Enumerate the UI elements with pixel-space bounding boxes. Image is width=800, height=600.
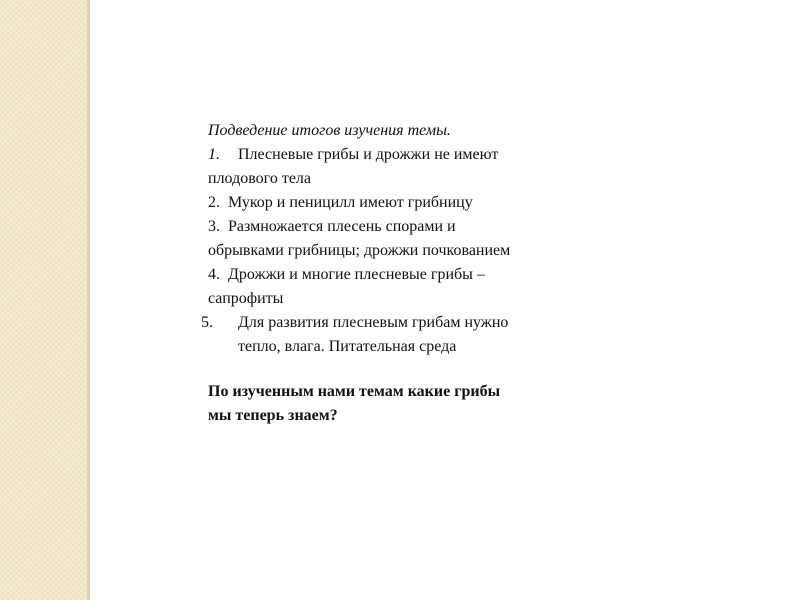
- list-item-1: [208, 143, 598, 167]
- list-item-3-line-1: Размножается плесень спорами и: [228, 218, 456, 235]
- closing-question: [208, 380, 598, 428]
- list-item-1-line-1: Плесневые грибы и дрожжи не имеют: [238, 146, 499, 163]
- list-item-5: [201, 311, 598, 359]
- list-item-4-line-1: Дрожжи и многие плесневые грибы –: [228, 266, 485, 283]
- list-item-3-line-2: обрывками грибницы; дрожжи почкованием: [208, 242, 511, 259]
- list-item-5-line-1: Для развития плесневым грибам нужно: [238, 314, 509, 331]
- list-item-1-line-2: плодового тела: [208, 170, 312, 187]
- list-item-1-number: 1.: [208, 146, 220, 163]
- closing-question-line-1: По изученным нами темам какие грибы: [208, 383, 501, 400]
- list-item-2-line-1: Мукор и пеницилл имеют грибницу: [228, 194, 473, 211]
- list-item-4-number: 4.: [208, 266, 220, 283]
- list-item-3-number: 3.: [208, 218, 220, 235]
- summary-text-block: [201, 119, 598, 428]
- summary-title: Подведение итогов изучения темы.: [208, 122, 451, 139]
- list-item-4-line-2: сапрофиты: [208, 290, 284, 307]
- spacer: [208, 359, 598, 380]
- list-item-5-number: 5.: [201, 314, 213, 331]
- decorative-side-band: [0, 0, 87, 600]
- list-item-3: [208, 215, 598, 239]
- decorative-side-line: [87, 0, 90, 600]
- list-item-2-number: 2.: [208, 194, 220, 211]
- list-item-2: [208, 191, 598, 215]
- closing-question-line-2: мы теперь знаем?: [208, 407, 338, 424]
- list-item-5-line-2: тепло, влага. Питательная среда: [238, 338, 457, 355]
- list-item-4: [208, 263, 598, 287]
